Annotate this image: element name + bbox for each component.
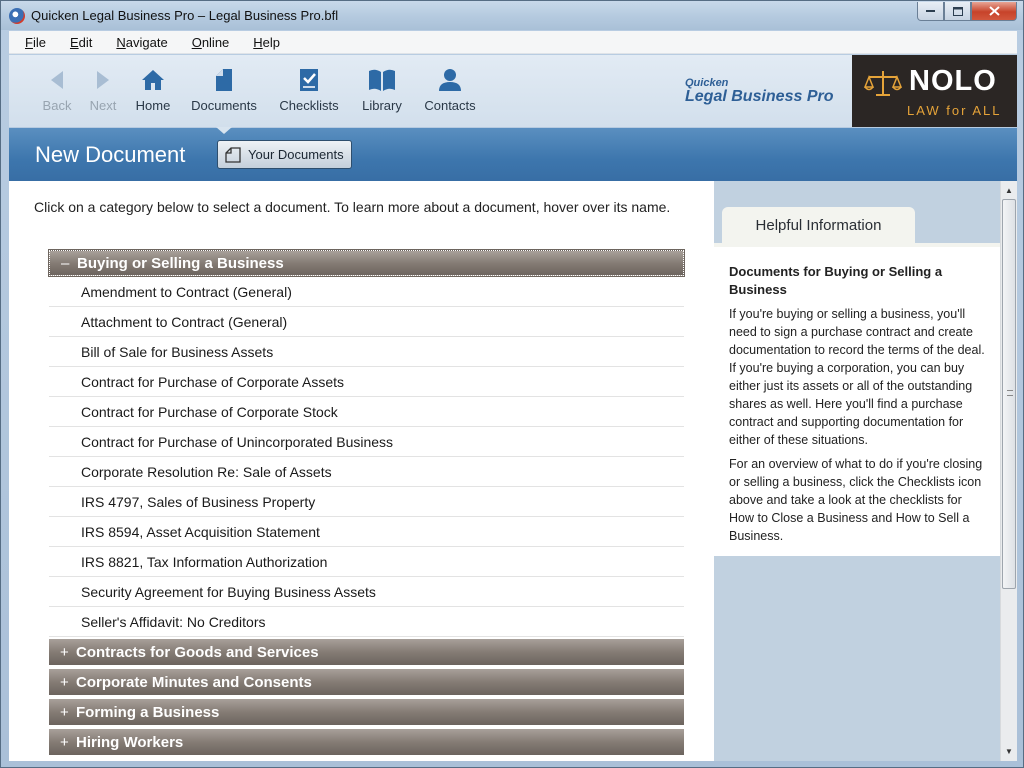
home-button[interactable] bbox=[133, 65, 173, 113]
category-label: Forming a Business bbox=[76, 703, 220, 721]
document-item[interactable]: Contract for Purchase of Corporate Assets bbox=[49, 367, 684, 397]
category-buying-selling[interactable] bbox=[49, 250, 684, 276]
category-hiring-workers[interactable] bbox=[49, 729, 684, 755]
next-button[interactable] bbox=[86, 65, 120, 113]
checklists-label: Checklists bbox=[279, 98, 339, 113]
scales-of-justice-icon bbox=[864, 69, 902, 97]
category-label: Corporate Minutes and Consents bbox=[76, 673, 312, 691]
page-title: New Document bbox=[35, 142, 186, 167]
close-icon bbox=[989, 6, 1000, 16]
scrollbar-grip-icon bbox=[1007, 390, 1013, 396]
menu-navigate-label: avigate bbox=[125, 34, 168, 50]
active-tab-pointer bbox=[216, 127, 232, 134]
menu-online-label: nline bbox=[201, 34, 230, 50]
minimize-icon bbox=[926, 9, 936, 13]
document-item[interactable]: Bill of Sale for Business Assets bbox=[49, 337, 684, 367]
help-paragraph: For an overview of what to do if you're closing or selling a business, click the Checklists icon above and take a look at the checklists for How to Close a Business and How to Sell a Business. bbox=[729, 457, 983, 543]
back-button[interactable] bbox=[39, 65, 75, 113]
your-documents-label: Your Documents bbox=[248, 147, 344, 162]
scrollbar-thumb[interactable] bbox=[1002, 199, 1016, 589]
document-list bbox=[49, 277, 684, 637]
document-item[interactable]: Attachment to Contract (General) bbox=[49, 307, 684, 337]
help-title: Documents for Buying or Selling a Business bbox=[729, 264, 943, 297]
scroll-down-arrow-icon[interactable]: ▼ bbox=[1005, 746, 1013, 756]
title-bar bbox=[1, 1, 1023, 30]
expand-icon: + bbox=[60, 733, 69, 751]
back-arrow-icon bbox=[47, 69, 67, 91]
nolo-wordmark: NOLO bbox=[909, 65, 997, 97]
your-documents-button[interactable] bbox=[217, 140, 352, 169]
category-list bbox=[49, 250, 684, 759]
next-label: Next bbox=[89, 98, 117, 113]
window-controls bbox=[917, 2, 1017, 21]
page-header bbox=[9, 128, 1017, 181]
document-item[interactable]: Security Agreement for Buying Business Assets bbox=[49, 577, 684, 607]
maximize-icon bbox=[953, 7, 963, 16]
next-arrow-icon bbox=[93, 69, 113, 91]
menu-help-label: elp bbox=[262, 34, 281, 50]
maximize-button[interactable] bbox=[944, 2, 971, 21]
expand-icon: + bbox=[60, 673, 69, 691]
close-button[interactable] bbox=[971, 2, 1017, 21]
app-icon[interactable] bbox=[9, 8, 25, 24]
document-category-panel bbox=[9, 181, 714, 761]
contacts-label: Contacts bbox=[424, 98, 476, 113]
category-label: Hiring Workers bbox=[76, 733, 184, 751]
document-item[interactable]: Amendment to Contract (General) bbox=[49, 277, 684, 307]
menu-online-accel: O bbox=[191, 34, 202, 50]
menu-navigate-accel: N bbox=[116, 34, 126, 50]
vertical-scrollbar[interactable] bbox=[1000, 181, 1017, 761]
category-label: Contracts for Goods and Services bbox=[76, 643, 319, 661]
checklist-icon bbox=[299, 68, 319, 92]
menu-bar bbox=[9, 31, 1017, 54]
menu-file[interactable] bbox=[9, 35, 55, 50]
documents-label: Documents bbox=[191, 98, 257, 113]
document-item[interactable]: Corporate Resolution Re: Sale of Assets bbox=[49, 457, 684, 487]
contacts-button[interactable] bbox=[422, 65, 478, 113]
menu-file-label: ile bbox=[32, 34, 46, 50]
category-contracts-goods-services[interactable] bbox=[49, 639, 684, 665]
instruction-text: Click on a category below to select a document. To learn more about a document, hover over its name. bbox=[34, 199, 671, 215]
helpful-information-panel bbox=[714, 181, 1000, 761]
minimize-button[interactable] bbox=[917, 2, 944, 21]
document-item[interactable]: IRS 8594, Asset Acquisition Statement bbox=[49, 517, 684, 547]
document-item[interactable]: IRS 8821, Tax Information Authorization bbox=[49, 547, 684, 577]
documents-icon bbox=[214, 68, 234, 92]
document-item[interactable]: Contract for Purchase of Corporate Stock bbox=[49, 397, 684, 427]
toolbar bbox=[9, 55, 1017, 127]
menu-online[interactable] bbox=[177, 35, 239, 50]
menu-navigate[interactable] bbox=[101, 35, 176, 50]
home-icon bbox=[141, 68, 165, 92]
documents-button[interactable] bbox=[189, 65, 259, 113]
window-title: Quicken Legal Business Pro – Legal Business Pro.bfl bbox=[31, 8, 339, 23]
helpful-information-tab[interactable]: Helpful Information bbox=[722, 207, 915, 243]
contacts-person-icon bbox=[438, 68, 462, 92]
document-icon bbox=[225, 147, 241, 163]
document-item[interactable]: Contract for Purchase of Unincorporated Business bbox=[49, 427, 684, 457]
menu-help[interactable] bbox=[238, 35, 289, 50]
collapse-icon: – bbox=[61, 254, 70, 272]
category-label: Buying or Selling a Business bbox=[77, 254, 284, 272]
document-item[interactable]: Seller's Affidavit: No Creditors bbox=[49, 607, 684, 637]
quicken-brand-logo bbox=[685, 77, 834, 106]
library-label: Library bbox=[362, 98, 402, 113]
brand-line-2: Legal Business Pro bbox=[685, 88, 834, 105]
scroll-up-arrow-icon[interactable]: ▲ bbox=[1005, 185, 1013, 195]
menu-file-accel: F bbox=[25, 34, 33, 50]
help-content bbox=[714, 243, 1000, 556]
menu-edit-label: dit bbox=[78, 34, 93, 50]
brand-line-1: Quicken bbox=[685, 77, 729, 89]
checklists-button[interactable] bbox=[277, 65, 341, 113]
document-item[interactable]: IRS 4797, Sales of Business Property bbox=[49, 487, 684, 517]
library-book-icon bbox=[368, 68, 396, 92]
nolo-tagline: LAW for ALL bbox=[907, 103, 1002, 118]
help-paragraph: If you're buying or selling a business, you'll need to sign a purchase contract and create documentation to record the terms of the deal. If you're buying a corporation, you can buy either just its assets or all of the outstanding shares as well. Here you'll find a purchase contract and supporting documentation for either of these situations. bbox=[729, 307, 985, 447]
back-label: Back bbox=[42, 98, 72, 113]
category-forming-business[interactable] bbox=[49, 699, 684, 725]
expand-icon: + bbox=[60, 643, 69, 661]
expand-icon: + bbox=[60, 703, 69, 721]
category-corporate-minutes[interactable] bbox=[49, 669, 684, 695]
menu-edit[interactable] bbox=[55, 35, 101, 50]
menu-edit-accel: E bbox=[69, 34, 79, 50]
library-button[interactable] bbox=[359, 65, 405, 113]
home-label: Home bbox=[135, 98, 171, 113]
nolo-logo bbox=[852, 55, 1017, 127]
menu-help-accel: H bbox=[253, 34, 263, 50]
